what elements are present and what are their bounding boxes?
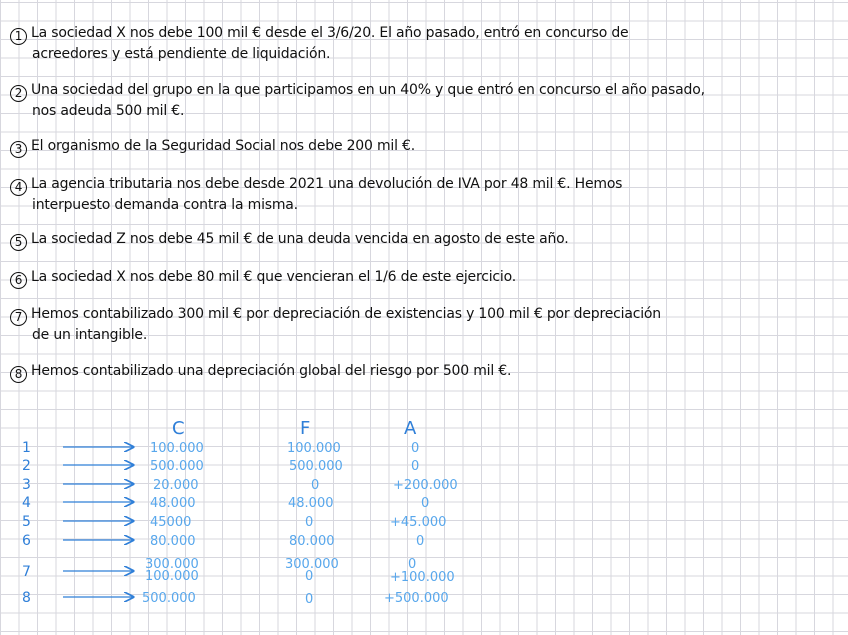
item-number-badge: 2	[10, 85, 27, 102]
row-number: 2	[22, 458, 31, 474]
item-number-badge: 3	[10, 141, 27, 158]
a-value: +200.000	[393, 478, 458, 493]
c-value: 48.000	[150, 496, 196, 511]
row-number: 6	[22, 533, 31, 549]
statement-text-continued: acreedores y está pendiente de liquidación.	[32, 45, 331, 62]
c-value: 500.000	[142, 591, 196, 606]
statement-text: La sociedad X nos debe 80 mil € que vencieran el 1/6 de este ejercicio.	[31, 269, 516, 285]
statement-text: El organismo de la Seguridad Social nos debe 200 mil €.	[31, 138, 416, 154]
statement-text: La sociedad X nos debe 100 mil € desde el 3/6/20. El año pasado, entró en concurso de	[31, 25, 629, 41]
c-value: 20.000	[153, 478, 199, 493]
f-value: 500.000	[289, 459, 343, 474]
statement-text: Hemos contabilizado 300 mil € por depreciación de existencias y 100 mil € por depreciación	[31, 306, 661, 322]
f-value-second: 0	[305, 569, 314, 584]
f-value: 0	[305, 592, 314, 607]
f-value: 0	[305, 515, 314, 530]
item-number-badge: 1	[10, 28, 27, 45]
row-number: 5	[22, 514, 31, 530]
c-value: 300.000	[145, 557, 199, 572]
statement-text-continued: interpuesto demanda contra la misma.	[32, 196, 298, 213]
row-number: 3	[22, 477, 31, 493]
a-value: 0	[421, 496, 430, 511]
column-header-a: A	[404, 418, 417, 439]
f-value: 0	[311, 478, 320, 493]
c-value: 80.000	[150, 534, 196, 549]
row-number: 4	[22, 495, 31, 511]
item-number-badge: 6	[10, 272, 27, 289]
a-value-second: +100.000	[390, 570, 455, 585]
a-value: 0	[411, 459, 420, 474]
c-value: 500.000	[150, 459, 204, 474]
statement-text: Una sociedad del grupo en la que participamos en un 40% y que entró en concurso el año pasado,	[31, 82, 705, 98]
f-value: 100.000	[287, 441, 341, 456]
item-number-badge: 5	[10, 234, 27, 251]
a-value: 0	[408, 557, 417, 572]
item-number-badge: 8	[10, 366, 27, 383]
statement-text-continued: nos adeuda 500 mil €.	[32, 102, 185, 119]
f-value: 80.000	[289, 534, 335, 549]
row-number: 8	[22, 590, 31, 606]
a-value: 0	[416, 534, 425, 549]
c-value-second: 100.000	[145, 569, 199, 584]
a-value: +45.000	[390, 515, 447, 530]
statement-text-continued: de un intangible.	[32, 326, 148, 343]
row-number: 1	[22, 440, 31, 456]
row-number: 7	[22, 564, 31, 580]
a-value: 0	[411, 441, 420, 456]
column-header-c: C	[172, 418, 185, 439]
statement-text: La agencia tributaria nos debe desde 2021 una devolución de IVA por 48 mil €. Hemos	[31, 176, 623, 192]
statement-text: Hemos contabilizado una depreciación global del riesgo por 500 mil €.	[31, 363, 512, 379]
c-value: 100.000	[150, 441, 204, 456]
column-header-f: F	[300, 418, 311, 439]
c-value: 45000	[150, 515, 192, 530]
a-value: +500.000	[384, 591, 449, 606]
statement-text: La sociedad Z nos debe 45 mil € de una deuda vencida en agosto de este año.	[31, 231, 569, 247]
f-value: 48.000	[288, 496, 334, 511]
item-number-badge: 7	[10, 309, 27, 326]
f-value: 300.000	[285, 557, 339, 572]
item-number-badge: 4	[10, 179, 27, 196]
